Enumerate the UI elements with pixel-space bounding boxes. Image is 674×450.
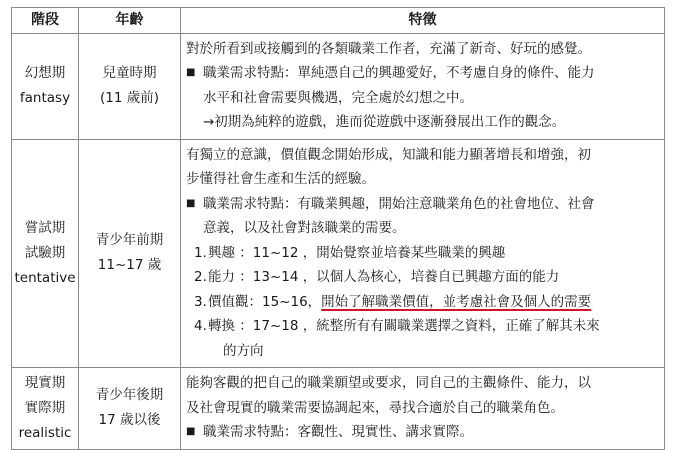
- feature-bullet: ■ 職業需求特點：單純憑自己的興趣愛好，不考慮自身的條件、能力: [186, 61, 660, 86]
- square-bullet-icon: ■: [186, 197, 196, 209]
- stage-name: 嘗試期: [24, 219, 66, 236]
- stage-cell: [12, 33, 79, 139]
- feature-cell: [181, 368, 665, 450]
- feature-intro-continued: 及社會現實的職業需要協調起來，尋找合適於自己的職業角色。: [186, 399, 564, 416]
- stage-cell: [12, 139, 79, 368]
- age-range: 17 歲以後: [98, 412, 161, 429]
- feature-bullet-continued: 水平和社會需要與機遇，完全處於幻想之中。: [203, 89, 473, 106]
- header-stage: 階段: [12, 8, 79, 34]
- stage-name-alt: 試驗期: [24, 244, 66, 261]
- age-range: 11~17 歲: [97, 257, 162, 274]
- square-bullet-icon: ■: [186, 426, 196, 437]
- header-row: [12, 8, 665, 34]
- feature-bullet: ■ 職業需求特點：有職業興趣，開始注意職業角色的社會地位、社會: [186, 192, 660, 217]
- feature-bullet: ■ 職業需求特點：客觀性、現實性、講求實際。: [186, 420, 660, 445]
- list-item: 2. 能力 ：13~14 ，以個人為核心，培養自已興趣方面的能力: [194, 269, 560, 285]
- feature-cell: [181, 33, 665, 139]
- table-row-realistic: [12, 368, 665, 450]
- header-feature: 特徵: [181, 8, 665, 34]
- square-bullet-icon: ■: [186, 67, 196, 78]
- age-range: (11 歲前): [99, 90, 159, 106]
- header-age: 年齡: [79, 8, 181, 34]
- list-item-continued: 的方向: [223, 342, 264, 359]
- feature-cell: [181, 139, 665, 368]
- feature-intro: 能夠客觀的把自己的職業願望或要求，同自己的主觀條件、能力，以: [186, 375, 591, 391]
- stage-name: 幻想期: [24, 65, 66, 81]
- stage-english: realistic: [18, 424, 72, 441]
- list-item: 4. 轉換 ：17~18 ，統整所有有關職業選擇之資料，正確了解其未來: [194, 318, 600, 334]
- list-item-prefix: 價值觀：15~16，: [208, 293, 322, 310]
- age-period: 青少年後期: [95, 387, 164, 404]
- stage-english: fantasy: [19, 90, 71, 106]
- age-cell: [79, 33, 181, 139]
- table-row-tentative: [12, 139, 665, 368]
- feature-intro-continued: 步懂得社會生產和生活的經驗。: [186, 171, 375, 187]
- feature-intro: 對於所看到或接觸到的各類職業工作者，充滿了新奇、好玩的感覺。: [186, 40, 591, 57]
- feature-bullet-continued: 意義，以及社會對該職業的需要。: [203, 220, 406, 236]
- table-row-fantasy: [12, 33, 665, 139]
- stage-cell: [12, 368, 79, 450]
- age-cell: [79, 368, 181, 450]
- stage-english: tentative: [14, 269, 76, 286]
- feature-arrow-note: →初期為純粹的遊戲，進而從遊戲中逐漸發展出工作的觀念。: [203, 114, 566, 130]
- age-period: 兒童時期: [102, 65, 157, 81]
- list-item: 1. 興趣 ：11~12 ，開始覺察並培養某些職業的興趣: [194, 244, 506, 261]
- age-period: 青少年前期: [95, 232, 164, 249]
- highlighted-text: 開始了解職業價值，並考慮社會及個人的需要: [321, 293, 592, 310]
- list-item: 3. 價值觀：15~16，開始了解職業價值，並考慮社會及個人的需要: [194, 293, 592, 310]
- stage-name: 現實期: [24, 374, 66, 391]
- stage-name-alt: 實際期: [24, 399, 66, 416]
- feature-intro: 有獨立的意識，價值觀念開始形成，知識和能力顯著增長和增強，初: [186, 146, 591, 163]
- career-stage-table: [11, 7, 665, 450]
- age-cell: [79, 139, 181, 368]
